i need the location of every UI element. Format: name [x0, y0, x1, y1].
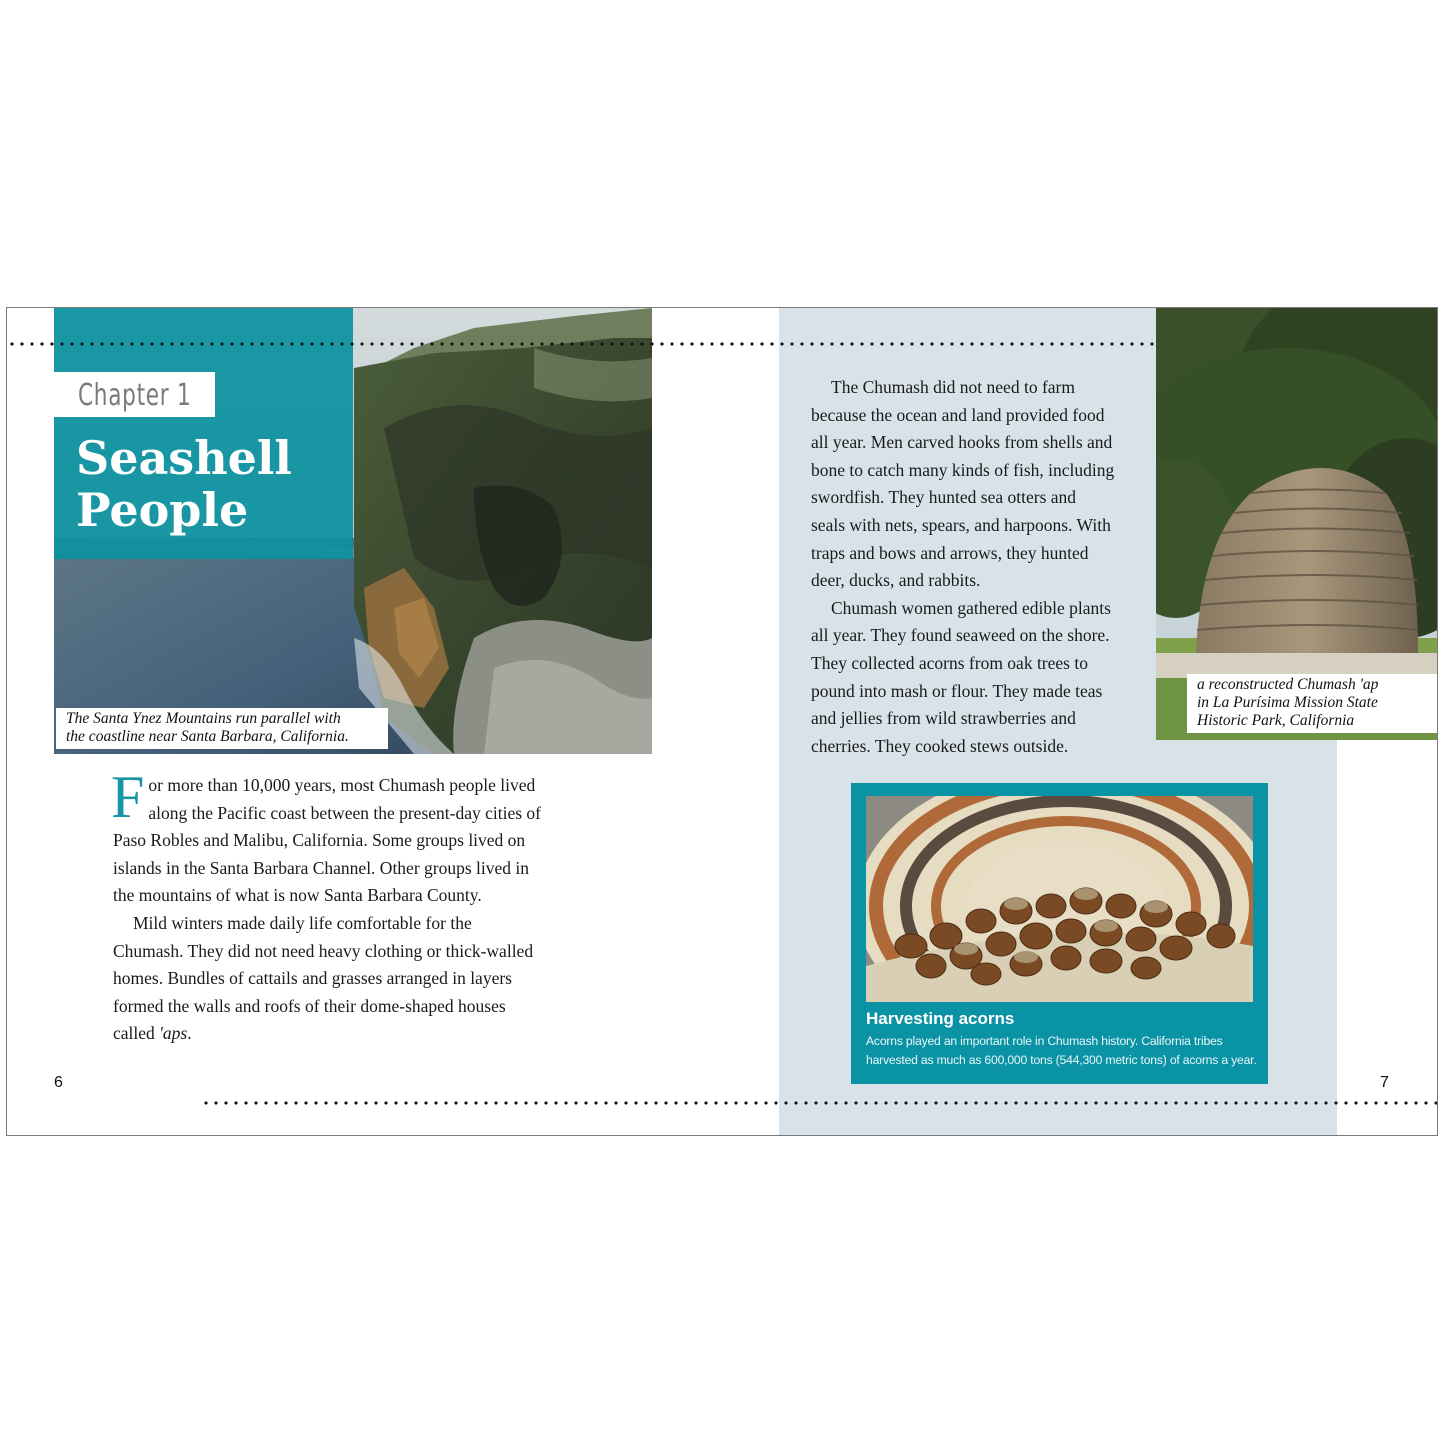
right-paragraph-1: [811, 374, 1151, 595]
left-para1-line-2: along the Pacific coast between the present-day cities of: [148, 802, 541, 823]
left-para1-first-line: or more than 10,000 years, most Chumash people lived: [148, 775, 536, 795]
right-para1-line-3: all year. Men carved hooks from shells and: [811, 432, 1113, 453]
left-para2-line-3: homes. Bundles of cattails and grasses arranged in layers: [113, 968, 512, 989]
right-body-text: [811, 374, 1151, 760]
chapter-title-line-1: Seashell: [76, 431, 292, 485]
right-para1-line-8: deer, ducks, and rabbits.: [811, 570, 981, 591]
cliffs-caption: [56, 708, 388, 749]
ap-caption-line-3: Historic Park, California: [1197, 712, 1355, 729]
left-body-text: [111, 764, 583, 1048]
right-para2-line-3: They collected acorns from oak trees to: [811, 652, 1088, 673]
right-para1-line-5: swordfish. They hunted sea otters and: [811, 487, 1077, 508]
sidebar-text: [866, 1032, 1261, 1070]
left-paragraph-1: [111, 764, 583, 910]
right-paragraph-2: [811, 595, 1151, 761]
chapter-title: [76, 432, 346, 536]
aps-term: 'aps: [159, 1023, 188, 1044]
left-para2-line-5-pre: called: [113, 1023, 160, 1044]
top-dotted-rule: [7, 342, 1307, 346]
ap-caption: [1187, 674, 1438, 733]
left-para2-line-1: Mild winters made daily life comfortable for the: [133, 912, 472, 933]
harvesting-acorns-sidebar: [851, 783, 1268, 1084]
left-para1-line-3: Paso Robles and Malibu, California. Some groups lived on: [113, 830, 526, 851]
right-para2-line-4: pound into mash or flour. They made teas: [811, 680, 1103, 701]
chapter-label: Chapter 1: [78, 378, 192, 413]
drop-cap: F: [111, 764, 145, 830]
sidebar-text-line-2: harvested as much as 600,000 tons (544,300 metric tons) of acorns a year.: [866, 1053, 1257, 1067]
ap-caption-line-1: a reconstructed Chumash 'ap: [1197, 676, 1379, 693]
right-para1-line-6: seals with nets, spears, and harpoons. With: [811, 514, 1111, 535]
left-para1-line-5: the mountains of what is now Santa Barbara County.: [113, 885, 482, 906]
right-para1-line-1: The Chumash did not need to farm: [831, 377, 1075, 397]
left-para2-line-5-post: .: [187, 1023, 192, 1044]
left-paragraph-2: [113, 910, 583, 1048]
right-para2-line-2: all year. They found seaweed on the shore.: [811, 625, 1110, 646]
book-spread: [6, 307, 1438, 1136]
left-para2-line-2: Chumash. They did not need heavy clothing or thick-walled: [113, 940, 534, 961]
right-para1-line-4: bone to catch many kinds of fish, including: [811, 459, 1115, 480]
sidebar-text-line-1: Acorns played an important role in Chumash history. California tribes: [866, 1034, 1223, 1048]
right-para1-line-2: because the ocean and land provided food: [811, 404, 1105, 425]
sidebar-title: Harvesting acorns: [866, 1009, 1015, 1028]
page-number-right: 7: [1380, 1074, 1389, 1091]
right-para1-line-7: traps and bows and arrows, they hunted: [811, 542, 1089, 563]
chapter-title-line-2: People: [76, 483, 249, 537]
ap-caption-line-2: in La Purísima Mission State: [1197, 694, 1378, 711]
cliffs-caption-line-1: The Santa Ynez Mountains run parallel with: [66, 710, 341, 727]
bottom-dotted-rule: [201, 1101, 1438, 1105]
left-para2-line-4: formed the walls and roofs of their dome-shaped houses: [113, 995, 506, 1016]
right-para2-line-1: Chumash women gathered edible plants: [831, 597, 1111, 618]
acorn-basket-photo: [866, 796, 1253, 1002]
cliffs-caption-line-2: the coastline near Santa Barbara, California.: [66, 728, 349, 745]
right-para2-line-6: cherries. They cooked stews outside.: [811, 735, 1069, 756]
right-para2-line-5: and jellies from wild strawberries and: [811, 708, 1076, 729]
left-para1-line-4: islands in the Santa Barbara Channel. Other groups lived in: [113, 857, 530, 878]
page-number-left: 6: [54, 1074, 63, 1091]
